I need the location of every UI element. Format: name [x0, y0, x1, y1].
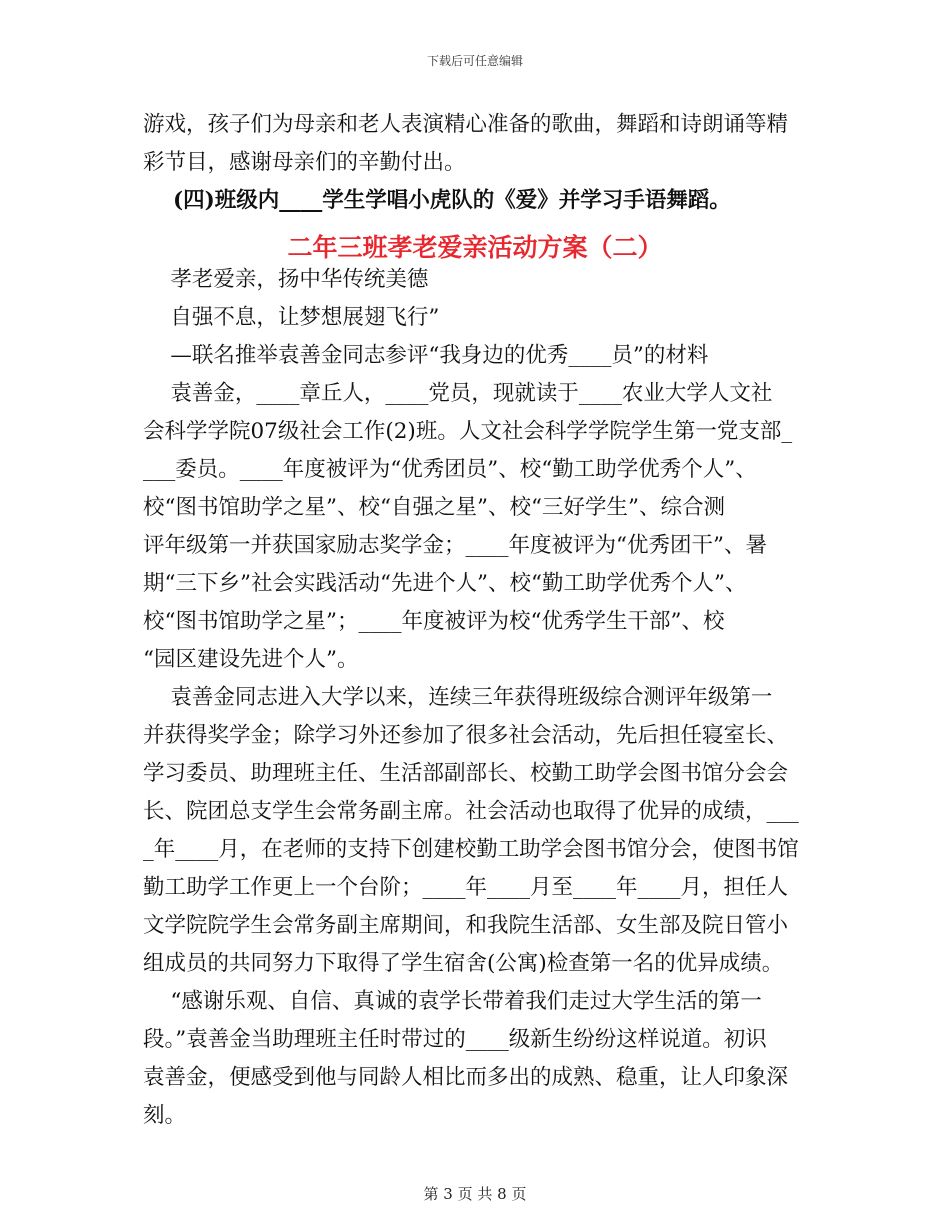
- page-header: 下载后可任意编辑: [426, 54, 523, 68]
- body-line: —联名推举袁善金同志参评“我身边的优秀____员”的材料: [143, 343, 709, 368]
- body-line: 长、院团总支学生会常务副主席。社会活动也取得了优异的成绩，___: [143, 799, 799, 824]
- body-line: 袁善金，____章丘人，____党员，现就读于____农业大学人文社: [143, 381, 773, 406]
- body-line: _年____月，在老师的支持下创建校勤工助学会图书馆分会，使图书馆: [143, 837, 799, 862]
- body-line: 会科学学院07级社会工作(2)班。人文社会科学学院学生第一党支部_: [143, 419, 793, 444]
- body-line: ___委员。____年度被评为“优秀团员”、校“勤工助学优秀个人”、: [143, 457, 757, 482]
- body-line: 勤工助学工作更上一个台阶；____年____月至____年____月，担任人: [143, 875, 789, 900]
- body-line: 校“图书馆助学之星”；____年度被评为校“优秀学生干部”、校: [143, 609, 725, 634]
- body-line: 袁善金，便感受到他与同龄人相比而多出的成熟、稳重，让人印象深: [143, 1065, 789, 1090]
- body-line: 自强不息，让梦想展翅飞行”: [143, 305, 440, 330]
- body-line: “园区建设先进个人”。: [143, 647, 359, 672]
- document-title: 二年三班孝老爱亲活动方案（二）: [287, 233, 663, 262]
- page-footer: 第 3 页 共 8 页: [423, 1185, 527, 1203]
- body-line: 并获得奖学金；除学习外还参加了很多社会活动，先后担任寝室长、: [143, 723, 789, 748]
- body-line: 孝老爱亲，扬中华传统美德: [143, 267, 429, 292]
- section-heading: (四)班级内____学生学唱小虎队的《爱》并学习手语舞蹈。: [143, 188, 731, 213]
- body-line: 校“图书馆助学之星”、校“自强之星”、校“三好学生”、综合测: [143, 495, 725, 520]
- body-line: 袁善金同志进入大学以来，连续三年获得班级综合测评年级第一: [143, 685, 773, 710]
- body-line: 学习委员、助理班主任、生活部副部长、校勤工助学会图书馆分会会: [143, 761, 789, 786]
- body-line: 刻。: [143, 1103, 187, 1128]
- body-line: “感谢乐观、自信、真诚的袁学长带着我们走过大学生活的第一: [143, 989, 762, 1014]
- body-line: 游戏，孩子们为母亲和老人表演精心准备的歌曲，舞蹈和诗朗诵等精: [143, 112, 789, 137]
- body-line: 组成员的共同努力下取得了学生宿舍(公寓)检查第一名的优异成绩。: [143, 951, 784, 976]
- body-line: 期“三下乡”社会实践活动“先进个人”、校“勤工助学优秀个人”、: [143, 571, 747, 596]
- body-line: 彩节目，感谢母亲们的辛勤付出。: [143, 150, 466, 175]
- body-line: 文学院院学生会常务副主席期间，和我院生活部、女生部及院日管小: [143, 913, 789, 938]
- body-line: 评年级第一并获国家励志奖学金；____年度被评为“优秀团干”、暑: [143, 533, 767, 558]
- body-line: 段。”袁善金当助理班主任时带过的____级新生纷纷这样说道。初识: [143, 1027, 767, 1052]
